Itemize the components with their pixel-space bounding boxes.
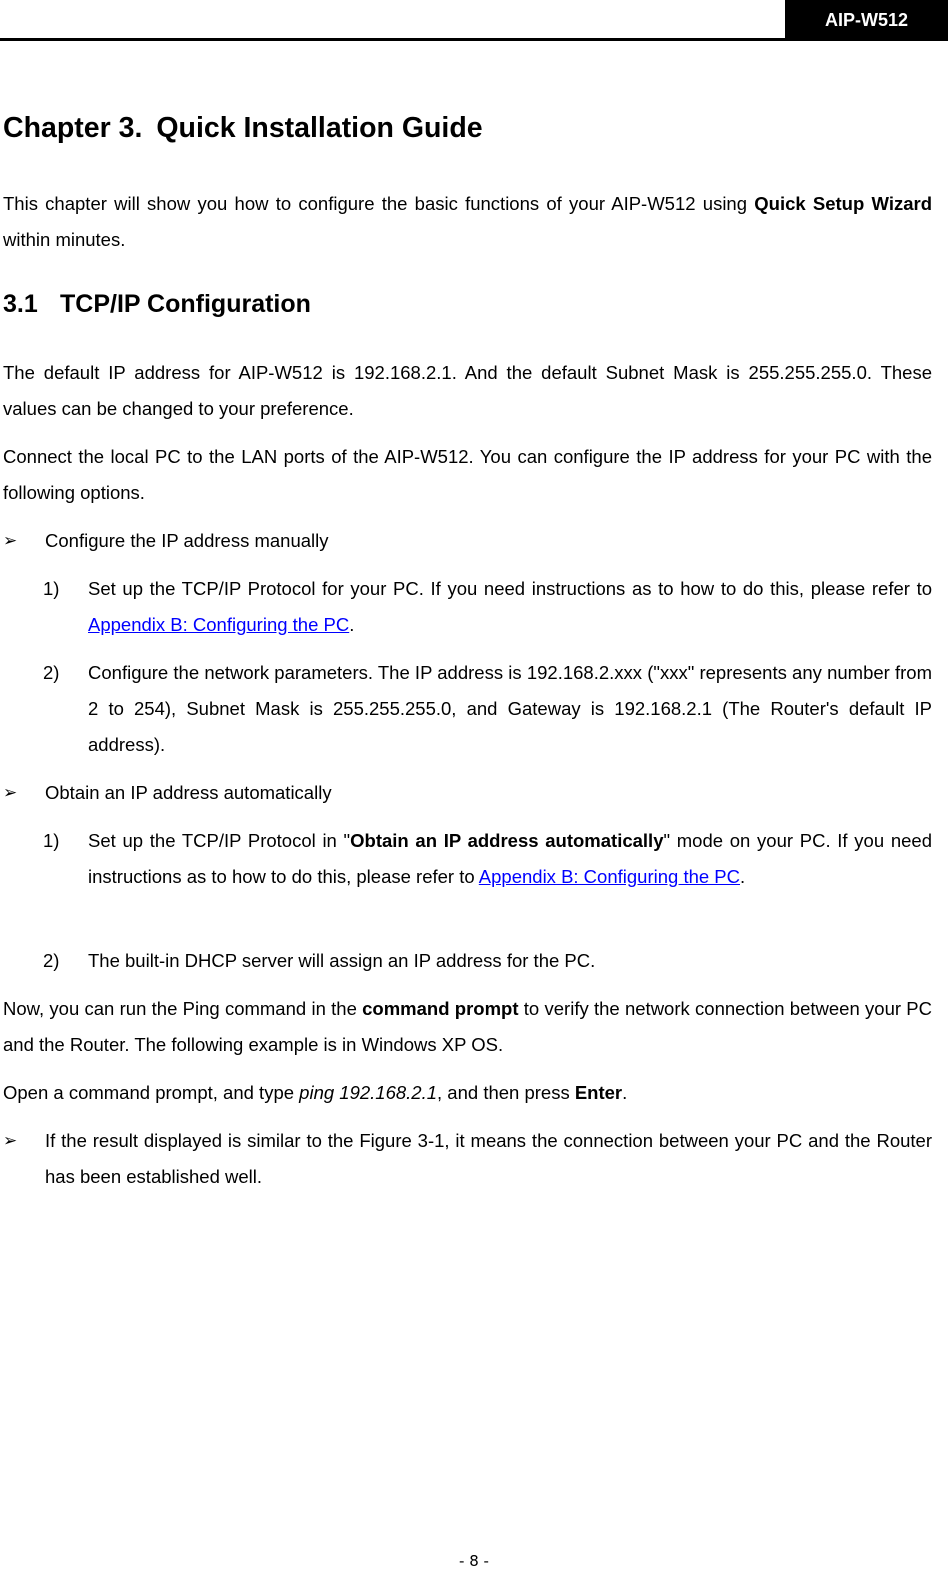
ping-command: ping 192.168.2.1 — [299, 1082, 438, 1103]
step-text-middle: " mode on your PC. If you need instructions as to how to do this, please refer to — [88, 830, 932, 887]
chapter-title: Quick Installation Guide — [156, 112, 483, 144]
step-text: Configure the network parameters. The IP address is 192.168.2.xxx ("xxx" represents any number from 2 to 254), Subnet Mask is 255.255.255.0, and Gateway is 192.168.2.1 (The Router's default IP address). — [88, 662, 932, 755]
ping-bold: command prompt — [362, 998, 519, 1019]
bullet-result — [3, 1123, 932, 1195]
step-number: 1) — [43, 578, 60, 599]
page-number: - 8 - — [459, 1552, 489, 1570]
paragraph-connect-pc: Connect the local PC to the LAN ports of the AIP-W512. You can configure the IP address for your PC with the following options. — [3, 446, 932, 503]
paragraph-ping — [3, 991, 932, 1063]
section-title: TCP/IP Configuration — [60, 290, 311, 318]
enter-key: Enter — [574, 1082, 623, 1103]
step-text — [88, 823, 932, 895]
prompt-text: Open a command prompt, and type — [3, 1082, 300, 1103]
paragraph-default-ip: The default IP address for AIP-W512 is 192.168.2.1. And the default Subnet Mask is 255.255.255.0. These values can be changed to your preference. — [3, 362, 932, 419]
appendix-b-link[interactable]: Appendix B: Configuring the PC — [88, 614, 350, 635]
step-text-start: Set up the TCP/IP Protocol for your PC. If you need instructions as to how to do this, please refer to — [88, 578, 932, 599]
ping-text-end: to verify the network connection between your PC and the Router. The following example is in Windows XP OS. — [3, 998, 932, 1055]
bullet-automatic — [3, 775, 932, 811]
ping-text: Now, you can run the Ping command in the — [3, 998, 363, 1019]
step-text: The built-in DHCP server will assign an IP address for the PC. — [88, 950, 596, 971]
step-text-start: Set up the TCP/IP Protocol in " — [88, 830, 351, 851]
prompt-text-middle: , and then press — [437, 1082, 575, 1103]
bullet-automatic-text: Obtain an IP address automatically — [45, 782, 332, 803]
manual-step-1 — [43, 571, 932, 643]
step-text-end: . — [740, 866, 746, 887]
arrow-bullet-icon: ➢ — [3, 1131, 18, 1150]
section-heading — [3, 290, 311, 319]
auto-step-1 — [43, 823, 932, 895]
intro-bold: Quick Setup Wizard — [754, 193, 932, 214]
paragraph-open-prompt — [3, 1075, 932, 1111]
chapter-heading — [3, 112, 483, 145]
step-bold: Obtain an IP address automatically — [350, 830, 664, 851]
chapter-number: Chapter 3. — [3, 112, 143, 144]
model-name: AIP-W512 — [824, 10, 909, 30]
prompt-text-end: . — [622, 1082, 628, 1103]
bullet-result-text: If the result displayed is similar to the Figure 3-1, it means the connection between your PC and the Router has been established well. — [45, 1130, 932, 1187]
section-number: 3.1 — [3, 290, 38, 318]
bullet-manual-text: Configure the IP address manually — [45, 530, 329, 551]
appendix-b-link[interactable]: Appendix B: Configuring the PC — [478, 866, 740, 887]
step-text — [88, 571, 932, 643]
manual-step-2 — [43, 655, 932, 763]
intro-text-end: within minutes. — [3, 229, 126, 250]
step-number: 2) — [43, 662, 60, 683]
step-text-end: . — [349, 614, 355, 635]
model-tab — [785, 0, 948, 41]
arrow-bullet-icon: ➢ — [3, 531, 18, 550]
arrow-bullet-icon: ➢ — [3, 783, 18, 802]
step-number: 2) — [43, 950, 60, 971]
auto-step-2 — [43, 943, 932, 979]
step-number: 1) — [43, 830, 60, 851]
intro-text: This chapter will show you how to configure the basic functions of your AIP-W512 using — [3, 193, 755, 214]
bullet-manual — [3, 523, 932, 559]
intro-paragraph — [3, 186, 932, 258]
